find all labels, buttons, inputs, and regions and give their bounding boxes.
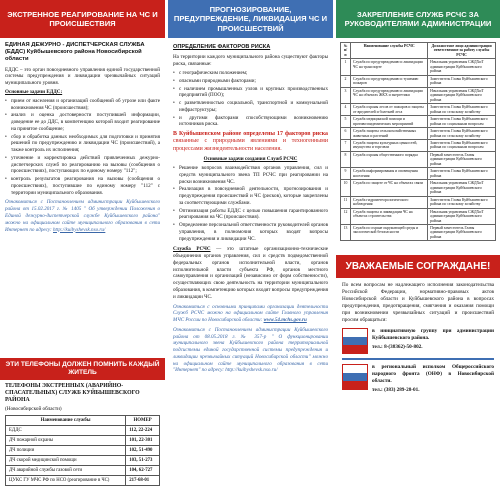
table-row: 8 Служба охраны общественного порядка Первый заместитель Главы администрации Куйбышевского района bbox=[341, 151, 496, 167]
service-number: 112, 22-224 bbox=[126, 425, 160, 435]
citizens-banner: УВАЖАЕМЫЕ СОГРАЖДАНЕ! bbox=[336, 255, 500, 278]
table-row bbox=[6, 465, 160, 475]
service-number: 102, 51-490 bbox=[126, 445, 160, 455]
service-number: 103, 51-273 bbox=[126, 455, 160, 465]
list-item: • Оптимизация работы ЕДДС с целью повышения гарантированного реагирования на ЧС (происшествия). bbox=[173, 208, 328, 222]
assignment-table-wrap bbox=[336, 38, 500, 241]
table-row: 9 Служба информирования и оповещения населения Заместитель Главы Куйбышевского района bbox=[341, 168, 496, 180]
mchs-link[interactable]: www.54.mchs.gov.ru bbox=[263, 317, 307, 324]
appeal-section bbox=[336, 278, 500, 399]
list-item: • прием от населения и организаций сообщений об угрозе или факте возникновения ЧС (происшествия); bbox=[5, 98, 160, 112]
table-row: 12 Служба защиты и ликвидации ЧС на объектах строительства Начальник управления СЖДХиТ администрации Куйбышевского района bbox=[341, 208, 496, 224]
phones-region: (Новосибирской области) bbox=[5, 405, 62, 412]
service-name: ЦУКС ГУ МЧС РФ по НСО (реагирование в ЧС) bbox=[6, 475, 126, 485]
column-header: Должностное лицо администрации ответственное за работу службы РСЧС bbox=[428, 43, 496, 59]
list-item: • Определение персональной ответственности руководителей органов управления, в полномочия которых входят вопросы предупреждения и ликвидации ЧС. bbox=[173, 222, 328, 242]
service-name: ДЧ пожарной охраны bbox=[6, 435, 126, 445]
header-assignment: ЗАКРЕПЛЕНИЕ СЛУЖБ РСЧС ЗА РУКОВОДИТЕЛЯМИ АДМИНИСТРАЦИИ bbox=[336, 0, 500, 38]
table-row: 1 Служба по предупреждению и ликвидации ЧС на транспорте Начальник управления СЖДХиТ администрации Куйбышевского района bbox=[341, 59, 496, 75]
column-header: НОМЕР bbox=[126, 415, 160, 425]
flag-icon bbox=[342, 328, 368, 354]
table-row: 3 Служба по предупреждению и ликвидации ЧС на объектах ЖКХ и энергетики Начальник управления СЖДХиТ администрации Куйбышевского района bbox=[341, 87, 496, 103]
risk-section bbox=[168, 38, 333, 380]
risk-factors-list bbox=[173, 70, 328, 128]
contact2-phone: тел.: (383) 289-28-01. bbox=[372, 386, 420, 393]
onf-logo-icon bbox=[342, 364, 368, 390]
column-assignment bbox=[336, 0, 500, 492]
contact1-phone: тел.: 8-(38362)-50-802. bbox=[372, 343, 423, 350]
risk-intro: На территории каждого муниципального района существуют факторы риска, связанные: bbox=[173, 54, 328, 68]
table-row bbox=[6, 475, 160, 485]
table-row bbox=[6, 425, 160, 435]
rschs-tasks-title: Основные задачи создания Служб РСЧС bbox=[203, 156, 298, 163]
rschs-tasks-list bbox=[173, 165, 328, 242]
list-item: • анализ и оценка достоверности поступившей информации, доведение ее до ДДС, в компетенцию которой входит реагирование на принятое сообщение; bbox=[5, 112, 160, 132]
column-header: Наименование службы РСЧС bbox=[351, 43, 428, 59]
table-row: 2 Служба по предупреждению и тушению пожаров Заместитель Главы Куйбышевского района bbox=[341, 75, 496, 87]
table-row: 10 Служба по защите от ЧС на объектах связи Начальник управления СЖДХиТ администрации Куйбышевского района bbox=[341, 180, 496, 196]
list-item: • опасными природными факторами; bbox=[173, 78, 328, 85]
appeal-text: По всем вопросам не надлежащего исполнения законодательства Российской Федерации, нормативно-правовых актов Новосибирской области и Куйбышевского района в вопросах предупреждения, предотвращения, смягчения и оказания помощи при возникновении чрезвычайных ситуаций и происшествий просим обращаться: bbox=[342, 282, 494, 324]
list-item: • контроль результатов реагирования на вызовы (сообщения о происшествиях), поступившие по единому номеру "112" с территории муниципального образования. bbox=[5, 176, 160, 196]
column-emergency-response bbox=[0, 0, 165, 492]
service-number: 217-68-01 bbox=[126, 475, 160, 485]
list-item: • с разветвленностью социальной, транспортной и коммунальной инфраструктуры; bbox=[173, 100, 328, 114]
list-item: • Решение вопросов взаимодействия органов управления, сил и средств муниципального звена ТП РСЧС при реагировании на риски возникновения ЧС. bbox=[173, 165, 328, 185]
service-name: ДЧ аварийной службы газовой сети bbox=[6, 465, 126, 475]
column-forecasting bbox=[168, 0, 333, 492]
table-row: 7 Служба защиты культурных ценностей, имущества и торговли Заместитель Главы Куйбышевского района по социальным вопросам bbox=[341, 139, 496, 151]
risk-highlight: В Куйбышевском районе определены 17 факторов риска связанные с природными явлениями и техногенными процессами жизнедеятельности населения. bbox=[173, 131, 328, 152]
assignment-table bbox=[340, 42, 496, 241]
table-row bbox=[6, 455, 160, 465]
service-name: ДЧ скорой медицинской помощи bbox=[6, 455, 126, 465]
contact-onf bbox=[342, 364, 494, 396]
contact-initiative bbox=[342, 328, 494, 354]
service-number: 104, 62-727 bbox=[126, 465, 160, 475]
edds-regulation: Ознакомиться с Постановлением администрации Куйбышевского района от 15.02.2017 г. № 1405 " Об утверждении Положения о Единой дежурно-диспетчерской службе Куйбышевского района" можно на официальном сайте муниципального образования в сети Интернет по адресу: http://kuibyshevsk.nso.ru/ bbox=[5, 199, 160, 233]
table-row bbox=[6, 445, 160, 455]
table-row: 11 Служба гидрометеорологического наблюдения Заместитель Главы Куйбышевского района по сельскому хозяйству bbox=[341, 196, 496, 208]
rschs-definition: Служба РСЧС — это штатные организационно-технические объединения органов управления, сил и средств подведомственной федеральных органов исполнительной власти, органов исполнительной власти субъекта РФ, органов местного самоуправления и организаций (независимо от форм собственности), осуществляющих свою деятельность на территории муниципального образования, в компетенцию которых входят вопросы предупреждения и ликвидации ЧС. bbox=[173, 246, 329, 300]
edds-title: ЕДИНАЯ ДЕЖУРНО - ДИСПЕТЧЕРСКАЯ СЛУЖБА (ЕДДС) Куйбышевского района Новосибирской области bbox=[5, 42, 145, 63]
phones-section bbox=[0, 380, 165, 489]
header-emergency-response: ЭКСТРЕННОЕ РЕАГИРОВАНИЕ НА ЧС И ПРОИСШЕСТВИЯ bbox=[0, 0, 165, 38]
table-row: 13 Служба по охране окружающей среды и экологической безопасности Первый заместитель Главы администрации Куйбышевского района bbox=[341, 225, 496, 241]
list-item: • сбор и обработка данных необходимых для подготовки и принятия решений по предупреждению и ликвидации ЧС (происшествий), а также контроль их исполнения; bbox=[5, 134, 160, 154]
column-header: № п/п bbox=[341, 43, 351, 59]
contact2-text: в региональный исполком Общероссийского народного фронта (ОНФ) в Новосибирской области. bbox=[372, 363, 494, 384]
contact1-text: в инициативную группу при администрации Куйбышевского района. bbox=[372, 327, 494, 341]
edds-tasks-list bbox=[5, 98, 160, 197]
warning-banner: ЭТИ ТЕЛЕФОНЫ ДОЛЖЕН ПОМНИТЬ КАЖДЫЙ ЖИТЕЛЬ bbox=[0, 358, 165, 380]
risk-section-title: ОПРЕДЕЛЕНИЕ ФАКТОРОВ РИСКА bbox=[173, 44, 271, 50]
column-header: Наименование службы bbox=[6, 415, 126, 425]
edds-tasks-title: Основные задачи ЕДДС: bbox=[5, 89, 63, 95]
table-row: 5 Служба медицинской помощи и противоэпидемических мероприятий Заместитель Главы Куйбышевского района по социальным вопросам bbox=[341, 116, 496, 128]
list-item: • Реализация в повседневной деятельности, прогнозирования и предупреждения происшествий и ЧС (рисков), которые закреплены за соответствующими службами. bbox=[173, 186, 328, 206]
table-row bbox=[6, 435, 160, 445]
edds-intro: ЕДДС – это орган повседневного управления единой государственной системы предупреждения и ликвидации чрезвычайных ситуаций муниципального уровня. bbox=[5, 66, 160, 87]
phones-title: ТЕЛЕФОНЫ ЭКСТРЕННЫХ (АВАРИЙНО-СПАСАТЕЛЬНЫХ) СЛУЖБ КУЙБЫШЕВСКОГО РАЙОНА bbox=[5, 382, 140, 404]
table-row: 6 Служба защиты сельскохозяйственных животных и растений Заместитель Главы Куйбышевского района по сельскому хозяйству bbox=[341, 128, 496, 140]
list-item: • с наличием промышленных узлов и крупных производственных предприятий (ПОО); bbox=[173, 86, 328, 100]
service-number: 101, 22-301 bbox=[126, 435, 160, 445]
divider bbox=[342, 358, 494, 360]
phones-table bbox=[5, 415, 160, 486]
list-item: • и другими факторами способствующими возникновению источников риска. bbox=[173, 115, 328, 129]
list-item: • уточнение и корректировка действий привлеченных дежурно-диспетчерских служб по реагированию на вызовы (сообщения о происшествиях), поступающих по единому номеру "112"; bbox=[5, 155, 160, 175]
mchs-reference: Ознакомиться с основными принципами организации деятельности Служб РСЧС можно на официальном сайте Главного управления МЧС России по Новосибирской области: www.54.mchs.gov.ru bbox=[173, 303, 328, 324]
service-name: ДЧ полиции bbox=[6, 445, 126, 455]
list-item: • с географическим положением; bbox=[173, 70, 328, 77]
edds-section bbox=[0, 38, 165, 358]
header-forecasting: ПРОГНОЗИРОВАНИЕ, ПРЕДУПРЕЖДЕНИЕ, ЛИКВИДАЦИЯ ЧС И ПРОИСШЕСТВИЙ bbox=[168, 0, 333, 38]
regulation-link[interactable]: http://kuibyshevsk.nso.ru/ bbox=[53, 226, 106, 233]
resolution-reference: Ознакомиться с Постановлением администрации Куйбышевского района от 08.05.2018 г. № 357-р " О функционировании муниципального звена Куйбышевского района территориальной подсистемы единой государственной системы предупреждения и ликвидации чрезвычайных ситуаций Новосибирской области" можно на официальном сайте муниципального образования в сети "Интернет" по адресу: http://kuibyshevsk.nso.ru/ bbox=[173, 326, 328, 374]
table-row: 4 Служба охраны лесов от пожаров и защиты от вредителей и болезней леса Заместитель Главы Куйбышевского района по сельскому хозяйству bbox=[341, 104, 496, 116]
service-name: ЕДДС bbox=[6, 425, 126, 435]
